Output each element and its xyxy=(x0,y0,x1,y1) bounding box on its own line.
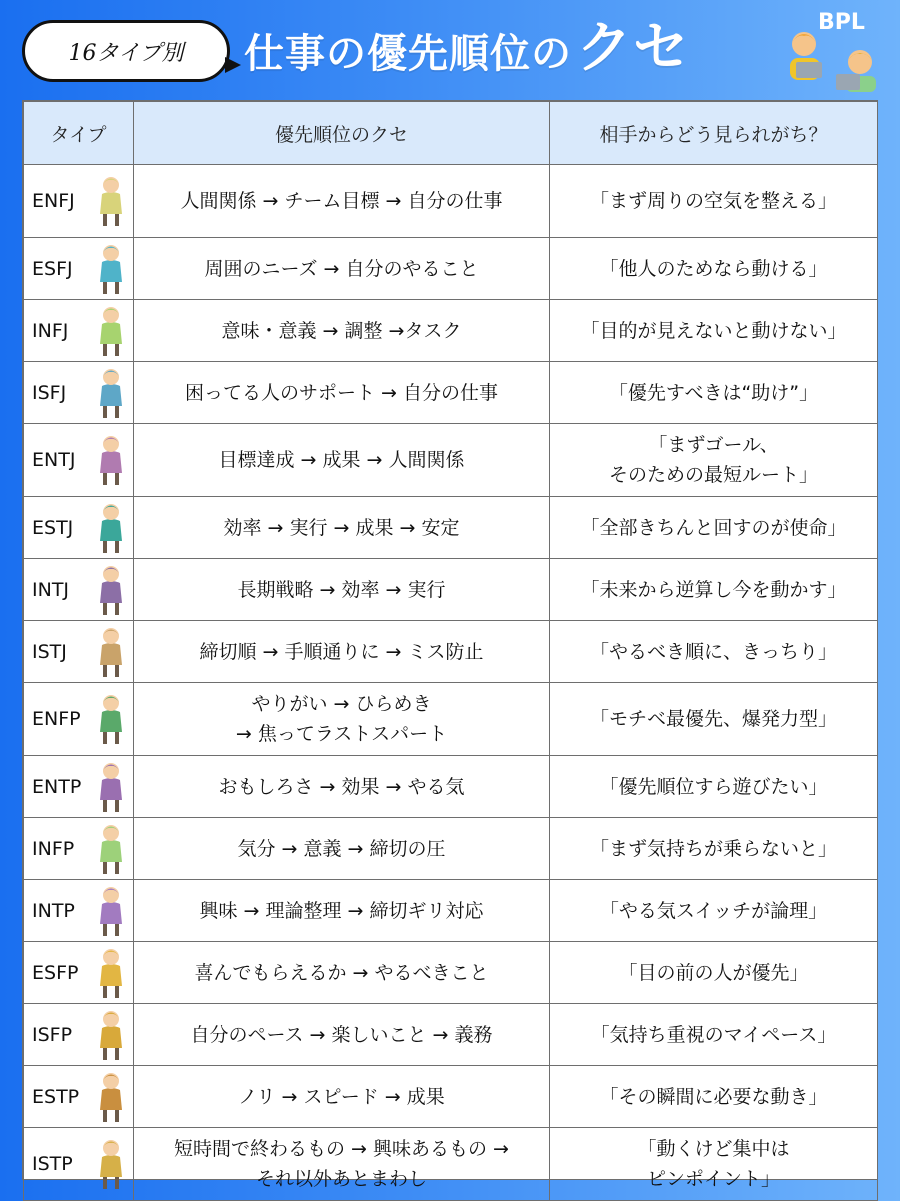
type-code: ISFJ xyxy=(32,381,67,404)
priority-cell: 人間関係 → チーム目標 → 自分の仕事 xyxy=(134,165,550,238)
type-cell xyxy=(24,238,134,300)
type-cell xyxy=(24,1004,134,1066)
header-type: タイプ xyxy=(24,102,134,165)
table-row xyxy=(24,165,878,238)
table-row xyxy=(24,300,878,362)
type-cell xyxy=(24,165,134,238)
table-row xyxy=(24,942,878,1004)
table-row xyxy=(24,559,878,621)
seen-cell: 「まず周りの空気を整える」 xyxy=(550,165,878,238)
priority-cell: 締切順 → 手順通りに → ミス防止 xyxy=(134,621,550,683)
priority-cell: おもしろさ → 効果 → やる気 xyxy=(134,756,550,818)
type-cell xyxy=(24,942,134,1004)
type-cell xyxy=(24,424,134,497)
seen-cell: 「やる気スイッチが論理」 xyxy=(550,880,878,942)
character-figure-icon xyxy=(93,692,129,746)
character-figure-icon xyxy=(93,822,129,876)
table-row xyxy=(24,238,878,300)
type-code: ESTP xyxy=(32,1085,80,1108)
type-code: ENFJ xyxy=(32,190,75,212)
type-code: ISTJ xyxy=(32,640,67,663)
type-cell xyxy=(24,683,134,756)
character-figure-icon xyxy=(93,563,129,617)
table-row xyxy=(24,1128,878,1201)
seen-cell: 「目の前の人が優先」 xyxy=(550,942,878,1004)
type-code: ESFJ xyxy=(32,257,73,280)
type-cell xyxy=(24,1128,134,1201)
character-figure-icon xyxy=(93,174,129,228)
table-row xyxy=(24,424,878,497)
character-figure-icon xyxy=(93,1008,129,1062)
seen-cell: 「まずゴール、 そのための最短ルート」 xyxy=(550,424,878,497)
type-cell xyxy=(24,362,134,424)
type-code: INTJ xyxy=(32,578,70,601)
character-figure-icon xyxy=(93,501,129,555)
priority-table xyxy=(22,100,878,1190)
character-figure-icon xyxy=(93,625,129,679)
priority-cell: 短時間で終わるもの → 興味あるもの → それ以外あとまわし xyxy=(134,1128,550,1201)
title-main: 仕事の優先順位の xyxy=(244,31,572,77)
character-figure-icon xyxy=(93,242,129,296)
type-code: ESTJ xyxy=(32,516,74,539)
table-row xyxy=(24,1004,878,1066)
priority-cell: 周囲のニーズ → 自分のやること xyxy=(134,238,550,300)
seen-cell: 「モチベ最優先、爆発力型」 xyxy=(550,683,878,756)
table-header-row xyxy=(24,102,878,165)
priority-cell: ノリ → スピード → 成果 xyxy=(134,1066,550,1128)
header xyxy=(0,0,900,100)
priority-cell: 長期戦略 → 効率 → 実行 xyxy=(134,559,550,621)
table-row xyxy=(24,621,878,683)
priority-cell: 効率 → 実行 → 成果 → 安定 xyxy=(134,497,550,559)
type-cell xyxy=(24,880,134,942)
seen-cell: 「優先順位すら遊びたい」 xyxy=(550,756,878,818)
type-code: ESFP xyxy=(32,961,79,984)
table-row xyxy=(24,756,878,818)
seen-cell: 「その瞬間に必要な動き」 xyxy=(550,1066,878,1128)
seen-cell: 「全部きちんと回すのが使命」 xyxy=(550,497,878,559)
type-cell xyxy=(24,300,134,362)
table-row xyxy=(24,362,878,424)
type-cell xyxy=(24,497,134,559)
type-code: ENFP xyxy=(32,708,81,730)
priority-cell: 意味・意義 → 調整 →タスク xyxy=(134,300,550,362)
priority-cell: 喜んでもらえるか → やるべきこと xyxy=(134,942,550,1004)
type-code: INFJ xyxy=(32,319,69,342)
seen-cell: 「まず気持ちが乗らないと」 xyxy=(550,818,878,880)
type-code: ENTJ xyxy=(32,449,76,471)
table-row xyxy=(24,497,878,559)
character-figure-icon xyxy=(93,884,129,938)
seen-cell: 「気持ち重視のマイペース」 xyxy=(550,1004,878,1066)
type-code: ENTP xyxy=(32,775,82,798)
character-figure-icon xyxy=(93,946,129,1000)
table-row xyxy=(24,818,878,880)
type-cell xyxy=(24,621,134,683)
logo: BPL xyxy=(818,10,865,35)
seen-cell: 「他人のためなら動ける」 xyxy=(550,238,878,300)
header-seen: 相手からどう見られがち？ xyxy=(550,102,878,165)
priority-cell: やりがい → ひらめき → 焦ってラストスパート xyxy=(134,683,550,756)
type-code: ISTP xyxy=(32,1153,73,1175)
table-row xyxy=(24,1066,878,1128)
character-figure-icon xyxy=(93,366,129,420)
type-cell xyxy=(24,818,134,880)
character-figure-icon xyxy=(93,304,129,358)
type-code: INTP xyxy=(32,899,75,922)
people-with-laptops-illustration xyxy=(780,18,890,94)
type-code: INFP xyxy=(32,837,75,860)
priority-cell: 気分 → 意義 → 締切の圧 xyxy=(134,818,550,880)
title-kuse: クセ xyxy=(576,16,690,81)
seen-cell: 「目的が見えないと動けない」 xyxy=(550,300,878,362)
badge-label: 16タイプ別 xyxy=(68,40,184,66)
type-cell xyxy=(24,1066,134,1128)
character-figure-icon xyxy=(93,1137,129,1191)
page-title xyxy=(244,14,690,84)
seen-cell: 「動くけど集中は ピンポイント」 xyxy=(550,1128,878,1201)
priority-cell: 困ってる人のサポート → 自分の仕事 xyxy=(134,362,550,424)
type-cell xyxy=(24,756,134,818)
character-figure-icon xyxy=(93,1070,129,1124)
character-figure-icon xyxy=(93,760,129,814)
type-code: ISFP xyxy=(32,1023,73,1046)
type-cell xyxy=(24,559,134,621)
character-figure-icon xyxy=(93,433,129,487)
priority-cell: 自分のペース → 楽しいこと → 義務 xyxy=(134,1004,550,1066)
seen-cell: 「未来から逆算し今を動かす」 xyxy=(550,559,878,621)
priority-cell: 目標達成 → 成果 → 人間関係 xyxy=(134,424,550,497)
priority-cell: 興味 → 理論整理 → 締切ギリ対応 xyxy=(134,880,550,942)
seen-cell: 「やるべき順に、きっちり」 xyxy=(550,621,878,683)
type-badge xyxy=(22,20,230,82)
table-row xyxy=(24,683,878,756)
seen-cell: 「優先すべきは“助け”」 xyxy=(550,362,878,424)
table-row xyxy=(24,880,878,942)
header-priority: 優先順位のクセ xyxy=(134,102,550,165)
